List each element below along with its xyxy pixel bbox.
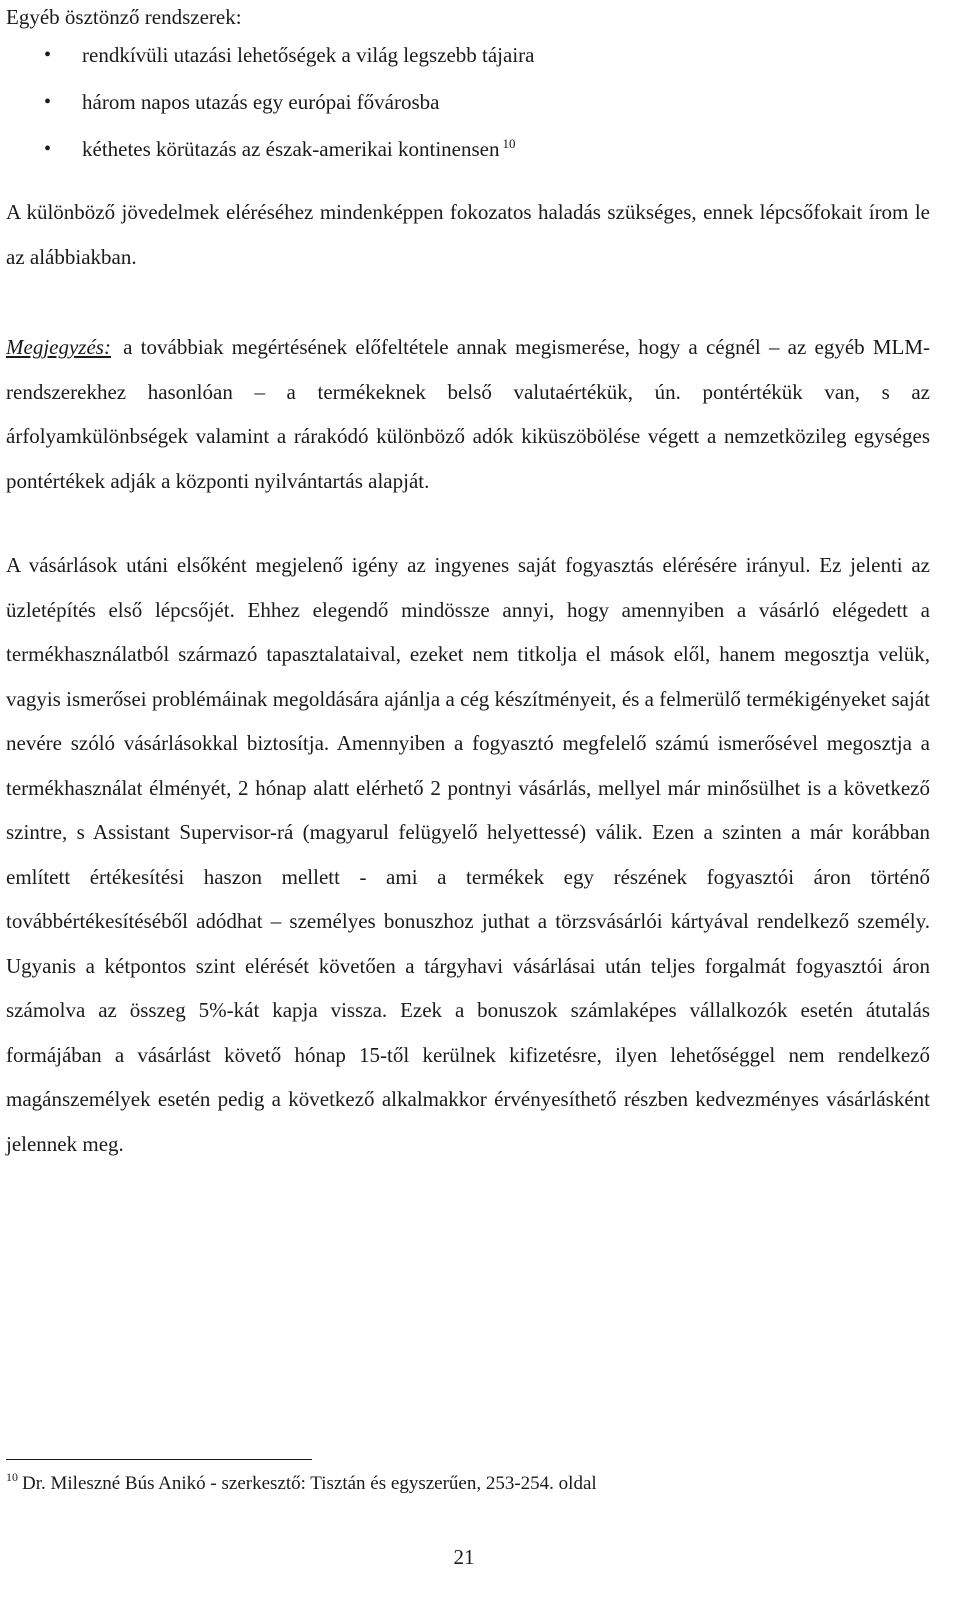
section-heading: Egyéb ösztönző rendszerek: — [6, 5, 242, 29]
footnote-number: 10 — [6, 1470, 18, 1484]
paragraph-levels: A vásárlások utáni elsőként megjelenő igény az ingyenes saját fogyasztás elérésére irányul. Ez jelenti az üzletépítés első lépcsőjét. Ehhez elegendő mindössze annyi, hogy amennyiben a vásárló elégedett a termékhasználatból származó tapasztalataival, ezeket nem titkolja el mások elől, hanem megosztja velük, vagyis ismerősei problémáinak megoldására ajánlja a cég készítményeit, és a felmerülő termékigényeket saját nevére szóló vásárlásokkal biztosítja. Amennyiben a fogyasztó megfelelő számú ismerősével megosztja a termékhasználat élményét, 2 hónap alatt elérhető 2 pontnyi vásárlás, mellyel már minősülhet is a következő szintre, s Assistant Supervisor-rá (magyarul felügyelő helyettessé) válik. Ezen a szinten a már korábban említett értékesítési haszon mellett - ami a termékek egy részének fogyasztói áron történő továbbértékesítéséből adódhat – személyes bonuszhoz juthat a törzsvásárlói kártyával rendelkező személy. Ugyanis a kétpontos szint elérését követően a tárgyhavi vásárlásai után teljes forgalmát fogyasztói áron számolva az összeg 5%-kát kapja vissza. Ezek a bonuszok számlaképes vállalkozók esetén átutalás formájában a vásárlást követő hónap 15-től kerülnek kifizetésre, ilyen lehetőséggel nem rendelkező magánszemélyek esetén pedig a következő alkalmakkor érvényesíthető részben kedvezményes vásárlásként jelennek meg. — [6, 553, 930, 1156]
footnote-divider — [6, 1459, 312, 1460]
footnote-reference[interactable]: 10 — [502, 136, 516, 151]
footnote-text: Dr. Mileszné Bús Anikó - szerkesztő: Tisztán és egyszerűen, 253-254. oldal — [22, 1473, 597, 1494]
bullet-icon: • — [44, 91, 52, 113]
bullet-icon: • — [44, 138, 52, 160]
note-text: a továbbiak megértésének előfeltétele annak megismerése, hogy a cégnél – az egyéb MLM-rendszerekhez hasonlóan – a termékeknek belső valutaértékük, ún. pontértékük van, s az árfolyamkülönbségek valamint a rárakódó különböző adók kiküszöbölése végett a nemzetközileg egységes pontértékek adják a központi nyilvántartás alapját. — [6, 335, 931, 493]
list-item — [6, 87, 930, 117]
note-label: Megjegyzés: — [6, 335, 111, 359]
list-item-text: három napos utazás egy európai fővárosba — [82, 90, 440, 114]
list-item-text: rendkívüli utazási lehetőségek a világ legszebb tájaira — [82, 43, 535, 67]
paragraph-intro: A különböző jövedelmek eléréséhez mindenképpen fokozatos haladás szükséges, ennek lépcsőfokait írom le az alábbiakban. — [6, 200, 930, 269]
bullet-icon: • — [44, 44, 52, 66]
document-page — [6, 0, 930, 1166]
list-item-text: kéthetes körütazás az észak-amerikai kontinensen — [82, 137, 500, 161]
page-number: 21 — [453, 1545, 475, 1569]
note-paragraph — [6, 325, 930, 503]
list-item — [6, 40, 930, 70]
list-item — [6, 134, 930, 164]
incentive-list — [6, 40, 930, 164]
footnote — [6, 1469, 597, 1499]
